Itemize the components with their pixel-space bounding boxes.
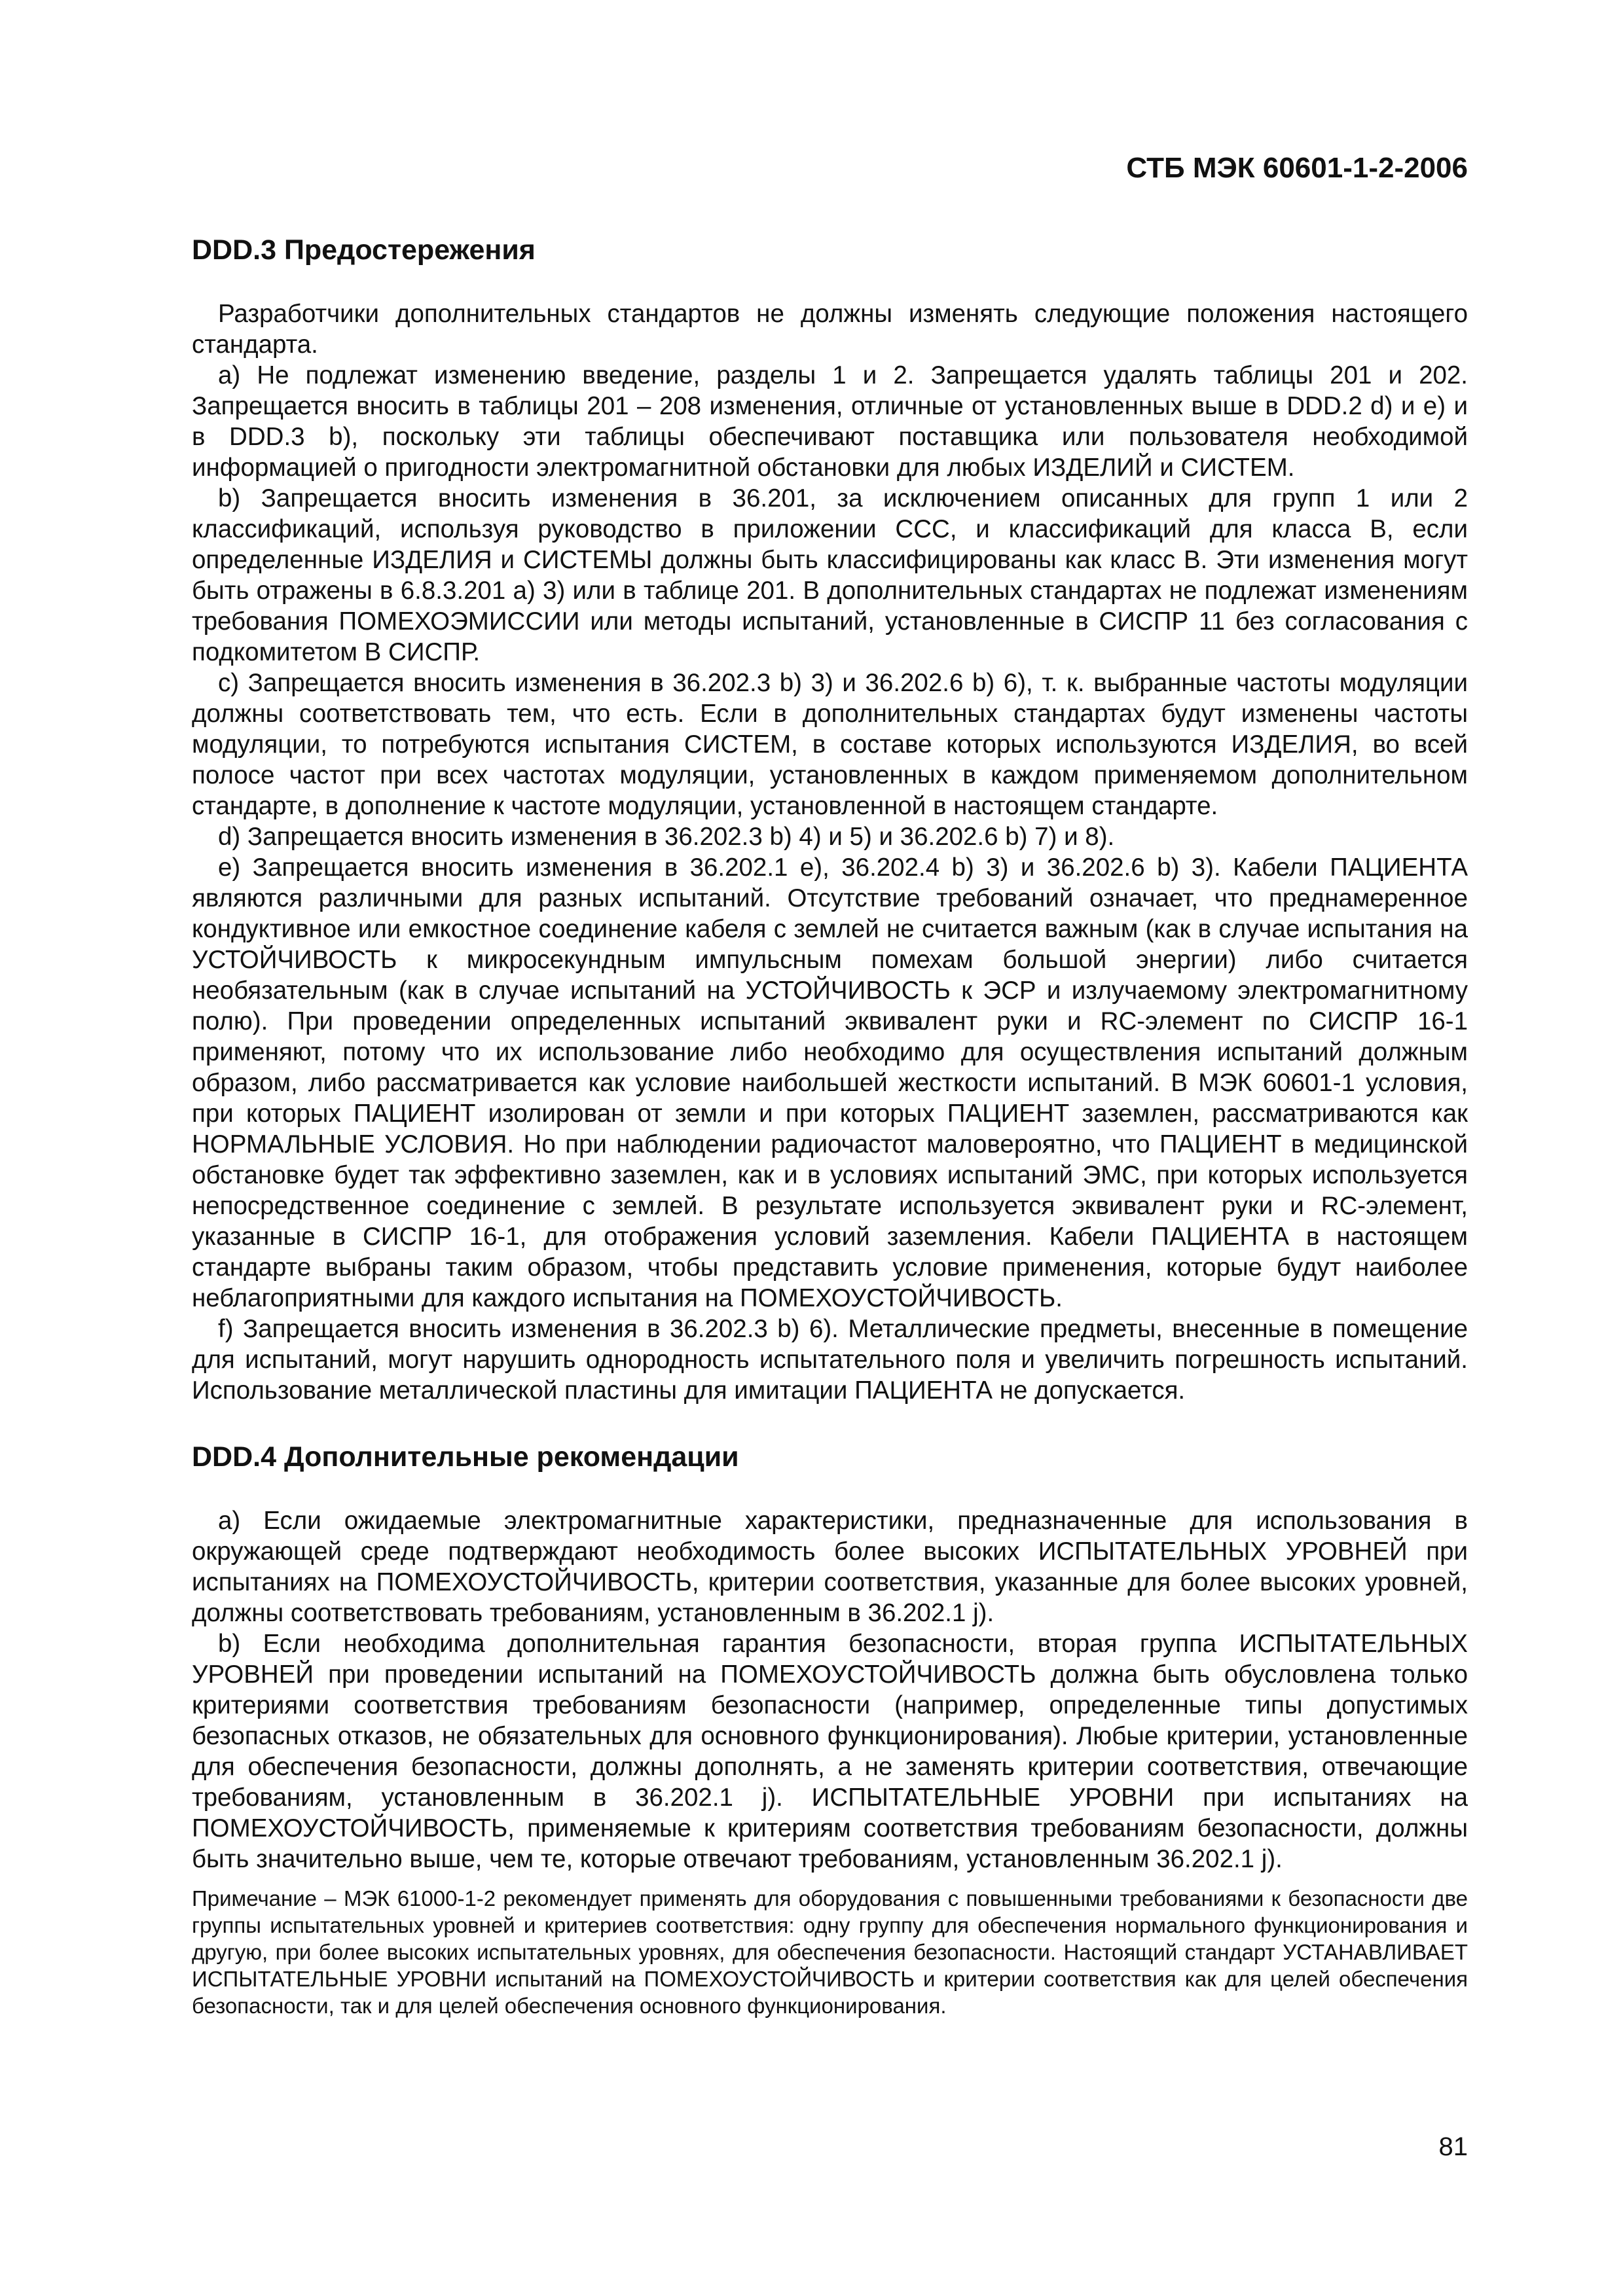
section-intro: Разработчики дополнительных стандартов не должны изменять следующие положения настоящего стандарта. [192, 300, 1468, 359]
list-item: d) Запрещается вносить изменения в 36.202.3 b) 4) и 5) и 36.202.6 b) 7) и 8). [218, 823, 1115, 851]
page-number: 81 [1438, 2132, 1468, 2161]
document-code: СТБ МЭК 60601-1-2-2006 [1126, 152, 1468, 184]
list-item: a) Если ожидаемые электромагнитные характеристики, предназначенные для использования в окружающей среде подтверждают необходимость более высоких ИСПЫТАТЕЛЬНЫХ УРОВНЕЙ при испытаниях на ПОМЕХОУСТОЙЧИВОСТЬ, критерии соответствия, указанные для более высоких уровней, должны соответствовать требованиям, установленным в 36.202.1 j). [192, 1507, 1468, 1627]
list-item: b) Если необходима дополнительная гарантия безопасности, вторая группа ИСПЫТАТЕЛЬНЫХ УРОВНЕЙ при проведении испытаний на ПОМЕХОУСТОЙЧИВОСТЬ должна быть обусловлена только критериями соответствия требованиям безопасности (например, определенные типы допустимых безопасных отказов, не обязательных для основного функционирования). Любые критерии, установленные для обеспечения безопасности, должны дополнять, а не заменять критерии соответствия, отвечающие требованиям, установленным в 36.202.1 j). ИСПЫТАТЕЛЬНЫЕ УРОВНИ при испытаниях на ПОМЕХОУСТОЙЧИВОСТЬ, применяемые к критериям соответствия требованиям безопасности, должны быть значительно выше, чем те, которые отвечают требованиям, установленным 36.202.1 j). [192, 1630, 1468, 1873]
list-item: b) Запрещается вносить изменения в 36.201, за исключением описанных для групп 1 или 2 классификаций, используя руководство в приложении CCC, и классификаций для класса В, если определенные ИЗДЕЛИЯ и СИСТЕМЫ должны быть классифицированы как класс В. Эти изменения могут быть отражены в 6.8.3.201 a) 3) или в таблице 201. В дополнительных стандартах не подлежат изменениям требования ПОМЕХОЭМИССИИ или методы испытаний, установленные в СИСПР 11 без согласования с подкомитетом В СИСПР. [192, 484, 1468, 666]
section-title-ddd4: DDD.4 Дополнительные рекомендации [192, 1441, 739, 1473]
list-item: c) Запрещается вносить изменения в 36.202.3 b) 3) и 36.202.6 b) 6), т. к. выбранные частоты модуляции должны соответствовать тем, что есть. Если в дополнительных стандартах будут изменены частоты модуляции, то потребуются испытания СИСТЕМ, в составе которых используются ИЗДЕЛИЯ, во всей полосе частот при всех частотах модуляции, установленных в каждом применяемом дополнительном стандарте, в дополнение к частоте модуляции, установленной в настоящем стандарте. [192, 669, 1468, 820]
list-item: f) Запрещается вносить изменения в 36.202.3 b) 6). Металлические предметы, внесенные в помещение для испытаний, могут нарушить однородность испытательного поля и увеличить погрешность испытаний. Использование металлической пластины для имитации ПАЦИЕНТА не допускается. [192, 1315, 1468, 1405]
section-title-ddd3: DDD.3 Предостережения [192, 234, 536, 266]
list-item: a) Не подлежат изменению введение, разделы 1 и 2. Запрещается удалять таблицы 201 и 202. Запрещается вносить в таблицы 201 – 208 изменения, отличные от установленных выше в DDD.2 d) и e) и в DDD.3 b), поскольку эти таблицы обеспечивают поставщика или пользователя необходимой информацией о пригодности электромагнитной обстановки для любых ИЗДЕЛИЙ и СИСТЕМ. [192, 361, 1468, 482]
list-item: e) Запрещается вносить изменения в 36.202.1 e), 36.202.4 b) 3) и 36.202.6 b) 3). Кабели ПАЦИЕНТА являются различными для разных испытаний. Отсутствие требований означает, что преднамеренное кондуктивное или емкостное соединение кабеля с землей не считается важным (как в случае испытания на УСТОЙЧИВОСТЬ к микросекундным импульсным помехам большой энергии) либо считается необязательным (как в случае испытаний на УСТОЙЧИВОСТЬ к ЭСР и излучаемому электромагнитному полю). При проведении определенных испытаний эквивалент руки и RC-элемент по СИСПР 16-1 применяют, потому что их использование либо необходимо для осуществления испытаний должным образом, либо рассматривается как условие наибольшей жесткости испытаний. В МЭК 60601-1 условия, при которых ПАЦИЕНТ изолирован от земли и при которых ПАЦИЕНТ заземлен, рассматриваются как НОРМАЛЬНЫЕ УСЛОВИЯ. Но при наблюдении радиочастот маловероятно, что ПАЦИЕНТ в медицинской обстановке будет так эффективно заземлен, как и в условиях испытаний ЭМС, при которых используется непосредственное соединение с землей. В результате используется эквивалент руки и RC-элемент, указанные в СИСПР 16-1, для отображения условий заземления. Кабели ПАЦИЕНТА в настоящем стандарте выбраны таким образом, чтобы представить условие применения, которые будут наиболее неблагоприятными для каждого испытания на ПОМЕХОУСТОЙЧИВОСТЬ. [192, 853, 1468, 1312]
page-content [192, 230, 1468, 2019]
note-text: Примечание – МЭК 61000-1-2 рекомендует применять для оборудования с повышенными требованиями к безопасности две группы испытательных уровней и критериев соответствия: одну группу для обеспечения нормального функционирования и другую, при более высоких испытательных уровнях, для обеспечения безопасности. Настоящий стандарт УСТАНАВЛИВАЕТ ИСПЫТАТЕЛЬНЫЕ УРОВНИ испытаний на ПОМЕХОУСТОЙЧИВОСТЬ и критерии соответствия как для целей обеспечения безопасности, так и для целей обеспечения основного функционирования. [192, 1886, 1468, 2018]
